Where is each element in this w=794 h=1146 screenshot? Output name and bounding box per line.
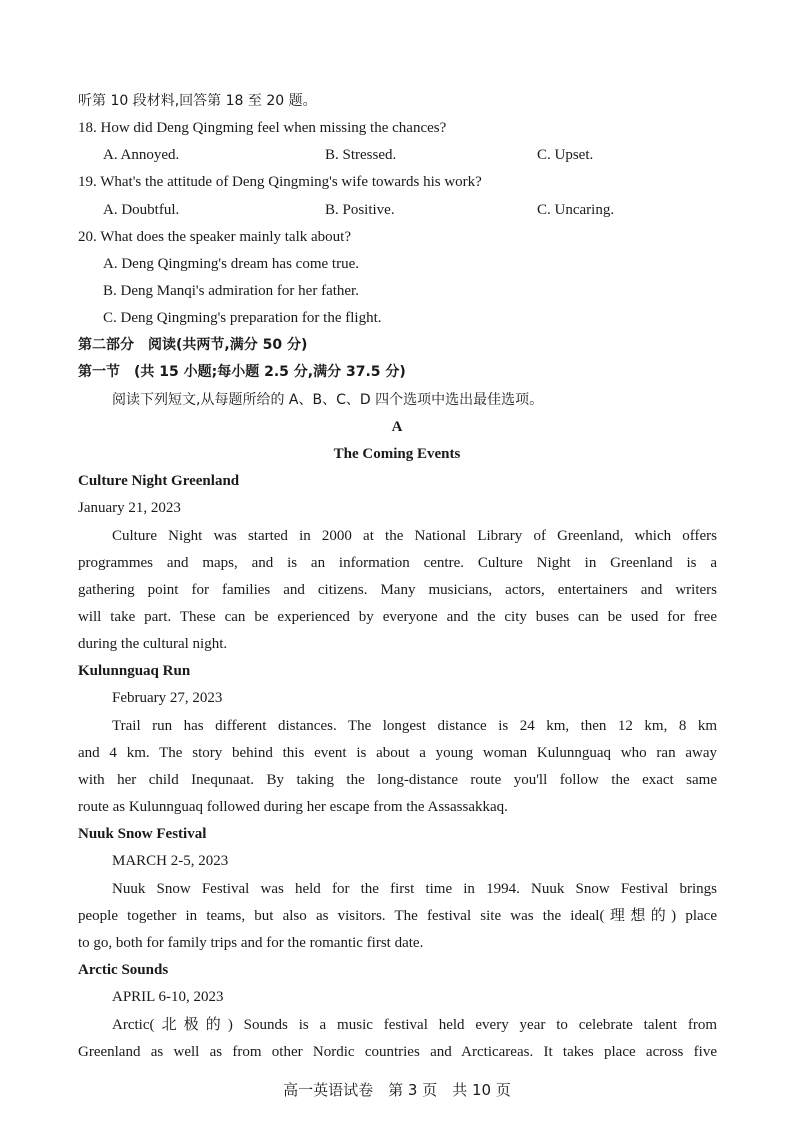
question-19-option-b: B. Positive. — [325, 202, 395, 218]
question-18-option-a: A. Annoyed. — [103, 147, 180, 163]
event-text-line: Arctic(北极的) Sounds is a music festival held every year to celebrate talent from — [112, 1017, 717, 1033]
event-text-line: gathering point for families and citizens. Many musicians, actors, entertainers and writers — [78, 582, 717, 598]
part-two-title: 第二部分 阅读(共两节,满分 50 分) — [78, 337, 308, 353]
event-text-line: will take part. These can be experienced by everyone and the city buses can be used for free — [78, 609, 717, 625]
event-date: January 21, 2023 — [78, 500, 181, 516]
event-text-line: and 4 km. The story behind this event is about a young woman Kulunnguaq who ran away — [78, 745, 717, 761]
passage-letter: A — [391, 419, 403, 435]
question-19-option-c: C. Uncaring. — [537, 202, 615, 218]
question-20-option-a: A. Deng Qingming's dream has come true. — [103, 256, 359, 272]
event-text-line: with her child Inequnaat. By taking the long-distance route you'll follow the exact same — [78, 772, 717, 788]
event-title: Arctic Sounds — [78, 962, 169, 978]
event-text-line: people together in teams, but also as visitors. The festival site was the ideal(理想的) place — [78, 908, 717, 924]
event-text-line: Culture Night was started in 2000 at the National Library of Greenland, which offers — [112, 528, 717, 544]
event-text-line: Trail run has different distances. The longest distance is 24 km, then 12 km, 8 km — [112, 718, 717, 734]
event-title: Kulunnguaq Run — [78, 663, 191, 679]
event-date: February 27, 2023 — [112, 690, 223, 706]
passage-title: The Coming Events — [333, 446, 461, 462]
question-18-stem: 18. How did Deng Qingming feel when missing the chances? — [78, 120, 447, 136]
question-18-option-b: B. Stressed. — [325, 147, 397, 163]
listening-intro: 听第 10 段材料,回答第 18 至 20 题。 — [78, 93, 317, 109]
question-20-option-c: C. Deng Qingming's preparation for the flight. — [103, 310, 382, 326]
question-19-option-a: A. Doubtful. — [103, 202, 180, 218]
event-text-line: to go, both for family trips and for the romantic first date. — [78, 935, 424, 951]
question-20-option-b: B. Deng Manqi's admiration for her father. — [103, 283, 359, 299]
question-20-stem: 20. What does the speaker mainly talk about? — [78, 229, 351, 245]
event-text-line: during the cultural night. — [78, 636, 228, 652]
event-text-line: route as Kulunnguaq followed during her escape from the Assassakkaq. — [78, 799, 508, 815]
event-text-line: Nuuk Snow Festival was held for the first time in 1994. Nuuk Snow Festival brings — [112, 881, 717, 897]
section-one-title: 第一节 (共 15 小题;每小题 2.5 分,满分 37.5 分) — [78, 364, 406, 380]
reading-instruction: 阅读下列短文,从每题所给的 A、B、C、D 四个选项中选出最佳选项。 — [112, 392, 544, 408]
event-date: MARCH 2-5, 2023 — [112, 853, 229, 869]
event-date: APRIL 6-10, 2023 — [112, 989, 224, 1005]
event-title: Nuuk Snow Festival — [78, 826, 207, 842]
page-footer: 高一英语试卷 第 3 页 共 10 页 — [283, 1081, 511, 1099]
event-title: Culture Night Greenland — [78, 473, 240, 489]
event-text-line: Greenland as well as from other Nordic countries and Arcticareas. It takes place across five — [78, 1044, 717, 1060]
question-18-option-c: C. Upset. — [537, 147, 594, 163]
question-19-stem: 19. What's the attitude of Deng Qingming's wife towards his work? — [78, 174, 482, 190]
event-text-line: programmes and maps, and is an information centre. Culture Night in Greenland is a — [78, 555, 717, 571]
